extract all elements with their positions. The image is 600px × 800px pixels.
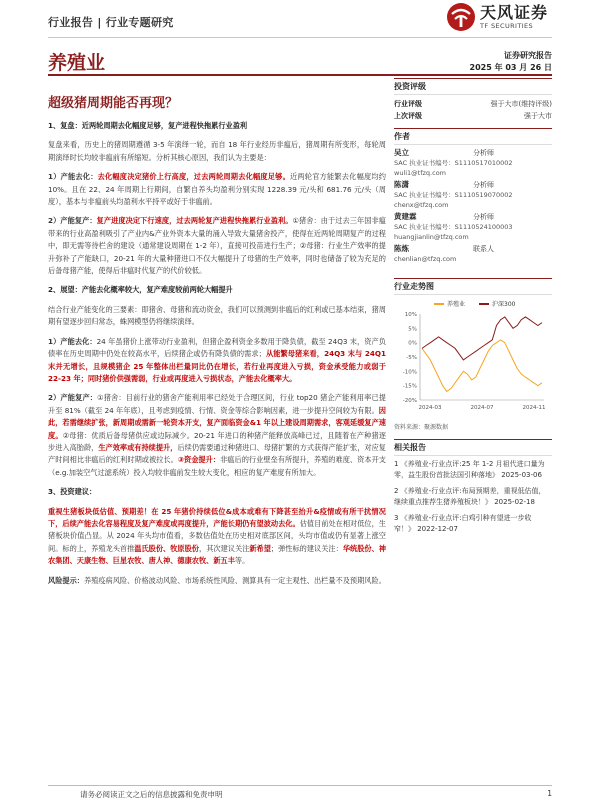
doc-type: 证券研究报告 [504,51,552,60]
related-report-link[interactable]: 3 《养殖业-行业点评:白鸡引种有望进一步收窄！》 2022-12-07 [394,514,532,533]
author-email[interactable]: wuli1@tfzq.com [394,169,447,177]
logo-name-en: TF SECURITIES [480,21,534,30]
chart-source: 资料来源：聚源数据 [394,424,449,431]
industry-divider [48,74,552,76]
report-body [48,120,386,594]
author-email[interactable]: huangjianlin@tfzq.com [394,233,469,241]
trend-title: 行业走势图 [394,278,552,295]
authors-title: 作者 [394,128,552,145]
company-logo [446,2,548,32]
disclaimer-notice: 请务必阅读正文之后的信息披露和免责申明 [80,790,223,799]
chart-legend [434,299,552,308]
risk-warning: 风险提示：养殖疫病风险、价格波动风险、市场系统性风险、测算具有一定主观性、出栏量不及预期风险。 [48,575,386,585]
section-2-heading: 2、展望：产能去化概率较大，复产难度较前两轮大幅提升 [48,285,233,295]
section-1-point-1: 1）产能去化：去化幅度决定猪价上行高度，过去两轮周期去化幅度足够。近两轮官方能繁去化幅度均约 10%。且在 22、24 年周期上行期间，自繁自养头均盈利分别实现 1228.39 元/头和 681.76 元/头（周度），基本与非瘟前头均盈利水平持平或好于非瘟前。 [48,172,386,207]
section-1-point-2: 2）产能复产：复产进度决定下行速度，过去两轮复产进程快拖累行业盈利。①猪舍：由于过去三年国非瘟带来的行业高盈利吸引了产业内&产业外资本大量的涌入导致大量猪舍投产，使得在近两轮周期复产的过程中，即无需等待栏舍的建设（通常建设周期在 1-2 年），直接可投苗进行生产；②母猪：行业生产效率的提升弥补了产能缺口，20-21 年的大量种猪进口不仅大幅提升了母猪的生产效率，同时也储备了较为充足的后备母猪产能，使得后非瘟时代复产的代价较低。 [48,216,386,276]
breadcrumb: 行业报告 | 行业专题研究 [48,16,174,29]
section-2-point-1: 1）产能去化：24 年虽猪价上涨带动行业盈利，但猪企盈利资金多数用于降负债，截至 24Q3 末，资产负债率在历史周期中仍处在较高水平，后续猪企或仍有降负债的需求；从能繁母猪来看，24Q3 末与 24Q1 末并无增长，且规模猪企 25 年整体出栏量同比仍在增长，若行业再度进入亏损，资金承受能力或弱于 22-23 年；同时猪价供强需弱，行业或再度进入亏损状态，产能去化概率大。 [48,336,386,383]
y-tick-label: -5% [406,355,417,361]
section-3-heading: 3、投资建议： [48,487,97,497]
page-number: 1 [547,789,552,798]
author-email[interactable]: chenx@tfzq.com [394,201,449,209]
y-tick-label: -15% [402,383,417,390]
top-divider [48,37,552,38]
related-report-link[interactable]: 1 《养殖业-行业点评:25 年 1-2 月祖代进口量为零，益生股份首批法国引种落地》 2025-03-06 [394,460,545,479]
industry-name: 养殖业 [48,52,106,74]
related-reports [394,459,552,535]
author-2: 陈潇 分析师 SAC 执业证书编号：S1110519070002 chenx@tfzq.com [394,180,552,210]
section-2-intro: 结合行业产能变化的三要素：即猪舍、母猪和流动资金，我们可以预测到非瘟后的红利或已基本结束，猪周期有望逐步回归常态，蛛网模型仍将继续演绎。 [48,304,386,327]
author-4: 陈炼 联系人 chenlian@tfzq.com [394,244,552,264]
x-tick-label: 2024-07 [470,405,494,411]
investment-advice: 重视生猪板块低估值、预期差！在 25 年猪价持续低位&成本或难有下降甚至抬升&疫情或有所干扰情况下，后续产能去化容易程度及复产难度或再度提升，产能长期仍有望波动去化。估值目前处在相对低位，生猪板块价值凸显。从 2024 年头均市值看，多数估值处在历史相对底部区间，头均市值或仍有显著上涨空间。标的上，养殖龙头首推温氏股份、牧原股份，其次建议关注新希望；弹性标的建议关注：华统股份、神农集团、天康生物、巨星农牧、唐人神、德康农牧、新五丰等。 [48,506,386,566]
author-email[interactable]: chenlian@tfzq.com [394,255,457,263]
rating-title: 投资评级 [394,78,552,95]
industry-rating: 行业评级 强于大市(维持评级) [394,100,552,108]
related-report-link[interactable]: 2 《养殖业-行业点评:布局预期差，重视低估值，继续重点推荐生猪养殖板块！》 2025-02-18 [394,487,546,506]
section-2-point-2: 2）产能复产：①猪舍：目前行业的猪舍产能利用率已经处于合理区间，行业 top20 猪企产能利用率已提升至 81%（截至 24 年年底），且考虑到疫情、行情、资金等综合影响因素，进一步提升空间较为有限。因此，若需继续扩张，新周期或需新一轮资本开支，复产面临资金&1 年以上建设周期需求，客观延缓复产速度。②母猪：优质后备母猪供应或边际减少。20-21 年进口的种猪产能释放高峰已过，且随着在产种猪逐步进入高胎龄，生产效率或有持续提升，后续仍需要通过种猪进口、母猪扩繁的方式获得产能扩张，对应复产时间相比非瘟后的红利时期或被拉长。③资金提升：非瘟后的行业壁垒有所提升，养殖的难度、资本开支（e.g.加装空气过滤系统）投入均较非瘟前发生较大变化，相应的复产难度有所加大。 [48,393,386,477]
doc-date: 2025 年 03 月 26 日 [469,63,552,72]
section-1-heading: 1、复盘：近两轮周期去化幅度足够，复产进程快拖累行业盈利 [48,121,248,130]
related-title: 相关报告 [394,439,552,456]
sidebar [394,78,552,540]
author-1: 吴立 分析师 SAC 执业证书编号：S1110517010002 wuli1@tfzq.com [394,148,552,178]
report-title: 超级猪周期能否再现？ [48,96,179,111]
y-tick-label: -10% [402,369,417,376]
y-tick-label: 5% [408,326,417,333]
tf-logo-icon [446,2,476,32]
x-tick-label: 2024-03 [418,405,442,411]
logo-name-cn: 天风证券 [480,2,549,22]
previous-rating: 上次评级 强于大市 [394,112,552,120]
author-3: 黄建霖 分析师 SAC 执业证书编号：S1110524100003 huangjianlin@tfzq.com [394,212,552,242]
footer-divider [48,785,552,786]
trend-plot [394,308,552,418]
y-tick-label: 0% [408,340,417,347]
x-tick-label: 2024-11 [522,405,546,411]
legend-item: 沪深300 [479,299,515,308]
legend-item: 养殖业 [434,299,465,308]
y-tick-label: 10% [404,312,417,318]
industry-trend-chart [394,299,552,431]
section-1-intro: 复盘来看，历史上的猪周期遵循 3-5 年演绎一轮，而自 18 年行业经历非瘟后，猪周期有所变形，每轮周期演绎时长均较非瘟前有所缩短。分析其核心原因，我们认为主要是： [48,140,386,162]
series-line [422,317,542,360]
y-tick-label: -20% [402,398,417,404]
